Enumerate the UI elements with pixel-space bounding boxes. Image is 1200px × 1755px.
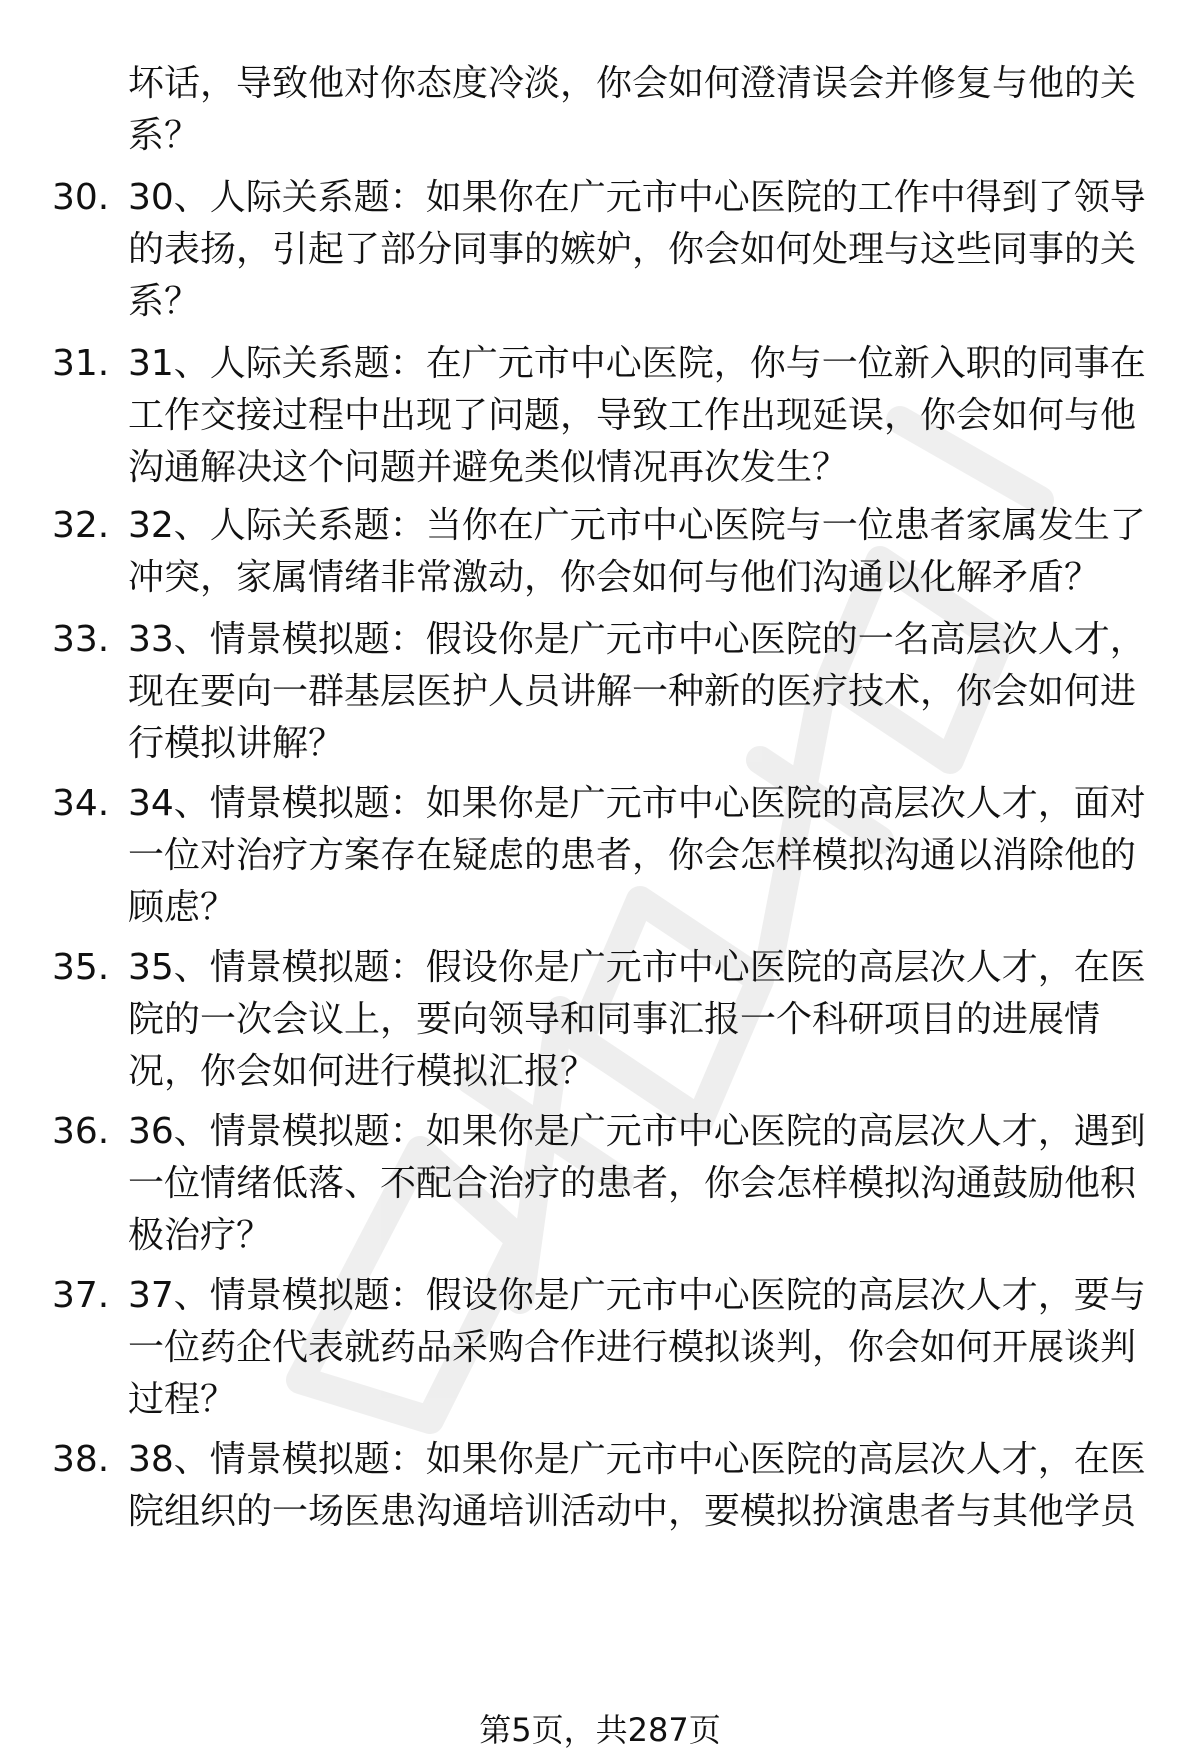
item-number: 34. — [52, 783, 110, 824]
item-text: 32、人际关系题：当你在广元市中心医院与一位患者家属发生了冲突，家属情绪非常激动，你会如何与他们沟通以化解矛盾？ — [128, 505, 1146, 598]
item-number: 32. — [52, 505, 110, 546]
item-text: 坏话，导致他对你态度冷淡，你会如何澄清误会并修复与他的关系？ — [128, 63, 1137, 156]
item-text: 30、人际关系题：如果你在广元市中心医院的工作中得到了领导的表扬，引起了部分同事的嫉妒，你会如何处理与这些同事的关系？ — [128, 177, 1146, 322]
item-number: 35. — [52, 947, 110, 988]
item-text: 37、情景模拟题：假设你是广元市中心医院的高层次人才，要与一位药企代表就药品采购合作进行模拟谈判，你会如何开展谈判过程？ — [128, 1275, 1146, 1420]
item-text: 33、情景模拟题：假设你是广元市中心医院的一名高层次人才，现在要向一群基层医护人员讲解一种新的医疗技术，你会如何进行模拟讲解？ — [128, 619, 1146, 764]
item-number: 36. — [52, 1111, 110, 1152]
item-number: 31. — [52, 343, 110, 384]
item-text: 31、人际关系题：在广元市中心医院，你与一位新入职的同事在工作交接过程中出现了问题，导致工作出现延误，你会如何与他沟通解决这个问题并避免类似情况再次发生？ — [128, 343, 1146, 488]
item-text: 36、情景模拟题：如果你是广元市中心医院的高层次人才，遇到一位情绪低落、不配合治疗的患者，你会怎样模拟沟通鼓励他积极治疗？ — [128, 1111, 1146, 1256]
item-number: 33. — [52, 619, 110, 660]
item-text: 35、情景模拟题：假设你是广元市中心医院的高层次人才，在医院的一次会议上，要向领导和同事汇报一个科研项目的进展情况，你会如何进行模拟汇报？ — [128, 947, 1146, 1092]
item-text: 34、情景模拟题：如果你是广元市中心医院的高层次人才，面对一位对治疗方案存在疑虑的患者，你会怎样模拟沟通以消除他的顾虑？ — [128, 783, 1146, 928]
item-number: 30. — [52, 177, 110, 218]
page-footer: 第5页，共287页 — [479, 1711, 721, 1749]
item-text: 38、情景模拟题：如果你是广元市中心医院的高层次人才，在医院组织的一场医患沟通培训活动中，要模拟扮演患者与其他学员 — [128, 1439, 1146, 1532]
item-number: 37. — [52, 1275, 110, 1316]
item-number: 38. — [52, 1439, 110, 1480]
